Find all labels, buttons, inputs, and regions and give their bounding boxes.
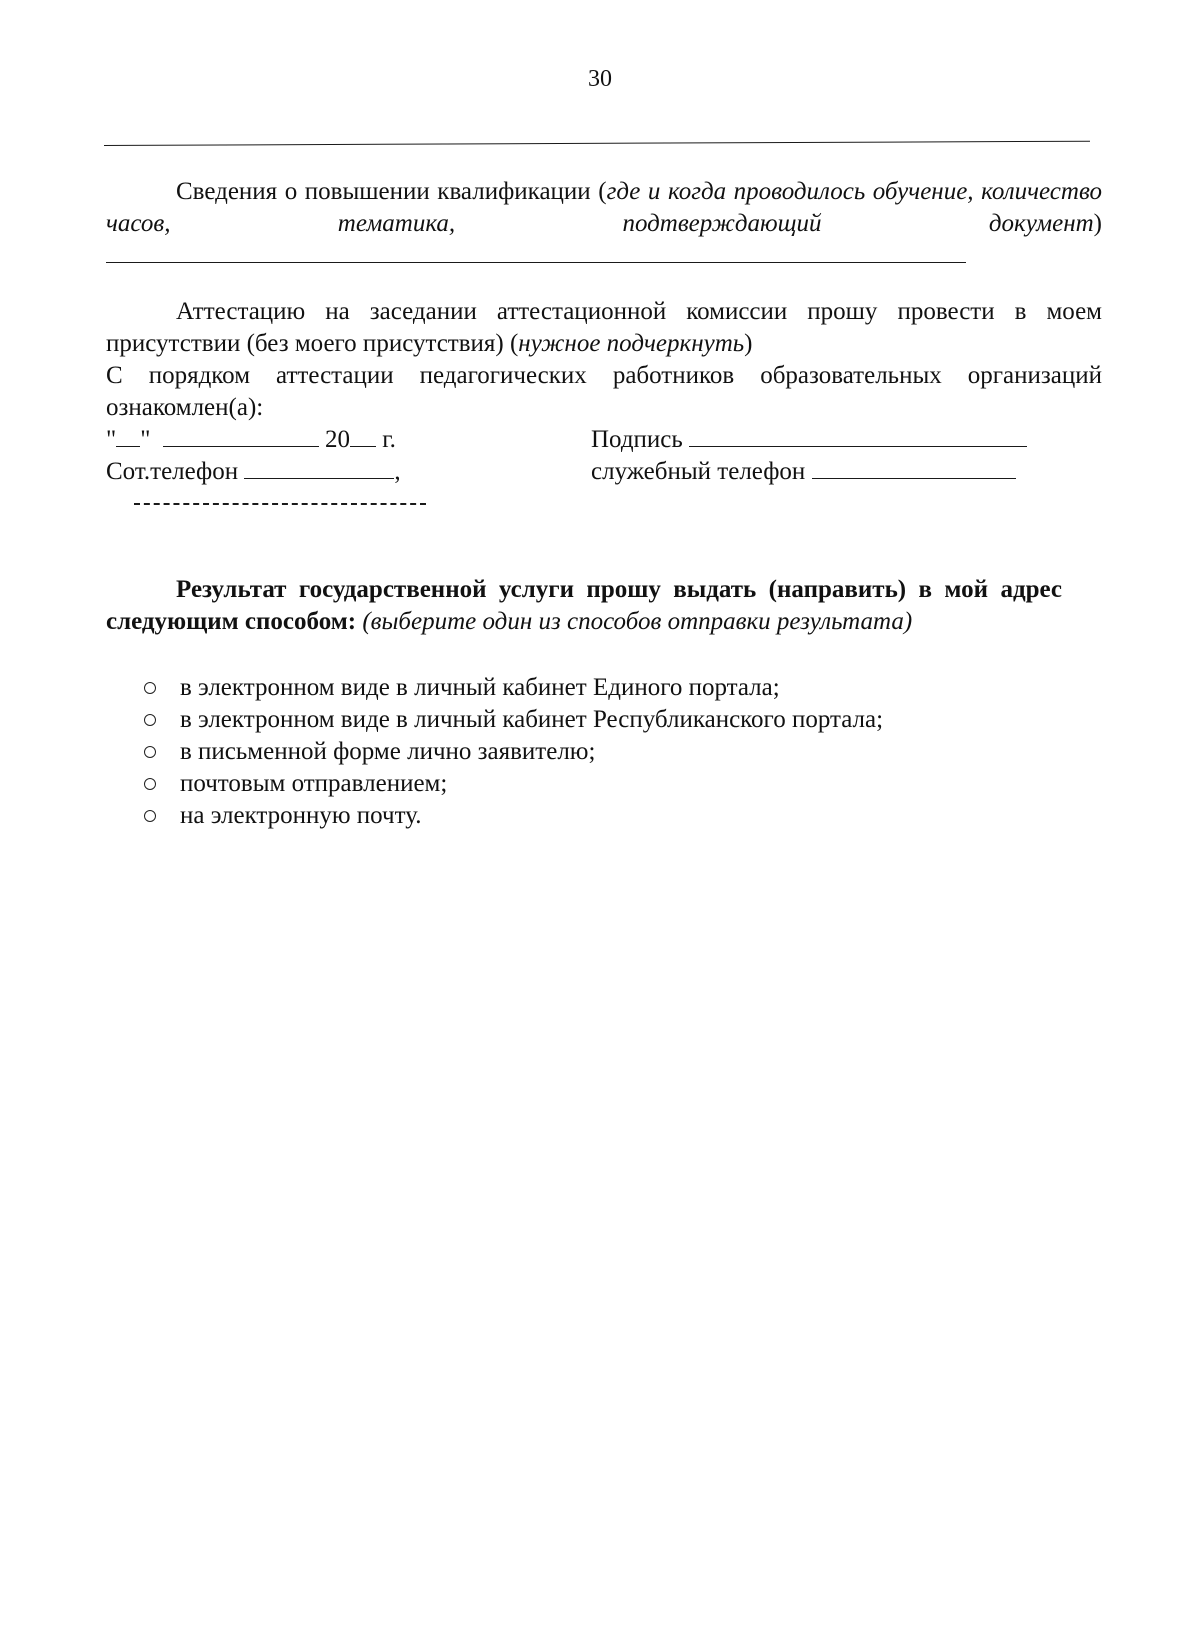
- qualification-paragraph: [106, 176, 1102, 272]
- result-bold-text: Результат государственной услуги прошу выдать (направить) в мой адрес следующим способом:: [106, 576, 1062, 635]
- delivery-option-label: на электронную почту.: [180, 802, 422, 829]
- qualification-lead: Сведения о повышении квалификации (: [176, 178, 607, 205]
- delivery-option[interactable]: [142, 672, 883, 704]
- attestation-close: ): [744, 330, 753, 357]
- date-quote-close: ": [140, 426, 151, 453]
- mobile-blank: [244, 456, 394, 479]
- year-suffix: г.: [382, 426, 396, 453]
- signature-label: Подпись: [591, 426, 683, 453]
- result-hint: (выберите один из способов отправки результата): [362, 608, 913, 635]
- attestation-hint: нужное подчеркнуть: [518, 330, 745, 357]
- page-number: 30: [588, 66, 612, 92]
- delivery-option-label: в письменной форме лично заявителю;: [180, 738, 596, 765]
- month-blank: [163, 424, 319, 447]
- delivery-option[interactable]: [142, 768, 883, 800]
- circle-bullet-icon: [144, 714, 156, 726]
- year-blank: [350, 424, 376, 447]
- delivery-option-label: почтовым отправлением;: [180, 770, 448, 797]
- circle-bullet-icon: [144, 746, 156, 758]
- dashed-line: [134, 503, 426, 505]
- attestation-text: Аттестацию на заседании аттестационной комиссии прошу провести в моем присутствии (без моего присутствия) (: [106, 298, 1102, 357]
- work-phone-blank: [812, 456, 1016, 479]
- delivery-option[interactable]: [142, 704, 883, 736]
- blank-line-top: [104, 141, 1090, 146]
- circle-bullet-icon: [144, 810, 156, 822]
- circle-bullet-icon: [144, 682, 156, 694]
- delivery-options-list: [142, 672, 883, 832]
- year-prefix: 20: [324, 426, 350, 453]
- delivery-option[interactable]: [142, 800, 883, 832]
- mobile-phone-line: [106, 456, 401, 488]
- qualification-hint: где и когда проводилось обучение, количество часов, тематика, подтверждающий документ: [106, 178, 1102, 237]
- attestation-paragraph: [106, 296, 1102, 360]
- signature-blank: [689, 424, 1027, 447]
- result-paragraph: [106, 574, 1062, 638]
- mobile-comma: ,: [394, 458, 401, 485]
- procedure-text: С порядком аттестации педагогических работников образовательных организаций ознакомлен(а):: [106, 362, 1102, 421]
- qualification-fill-line: [106, 240, 966, 263]
- delivery-option[interactable]: [142, 736, 883, 768]
- qualification-close: ): [1093, 210, 1102, 237]
- signature-line: [591, 424, 1027, 456]
- procedure-paragraph: [106, 360, 1102, 424]
- work-phone-line: [591, 456, 1016, 488]
- mobile-label: Сот.телефон: [106, 458, 239, 485]
- circle-bullet-icon: [144, 778, 156, 790]
- date-quote-open: ": [106, 426, 117, 453]
- date-line: [106, 424, 396, 456]
- delivery-option-label: в электронном виде в личный кабинет Единого портала;: [180, 674, 780, 701]
- delivery-option-label: в электронном виде в личный кабинет Республиканского портала;: [180, 706, 884, 733]
- work-phone-label: служебный телефон: [591, 458, 806, 485]
- day-blank: [116, 424, 140, 447]
